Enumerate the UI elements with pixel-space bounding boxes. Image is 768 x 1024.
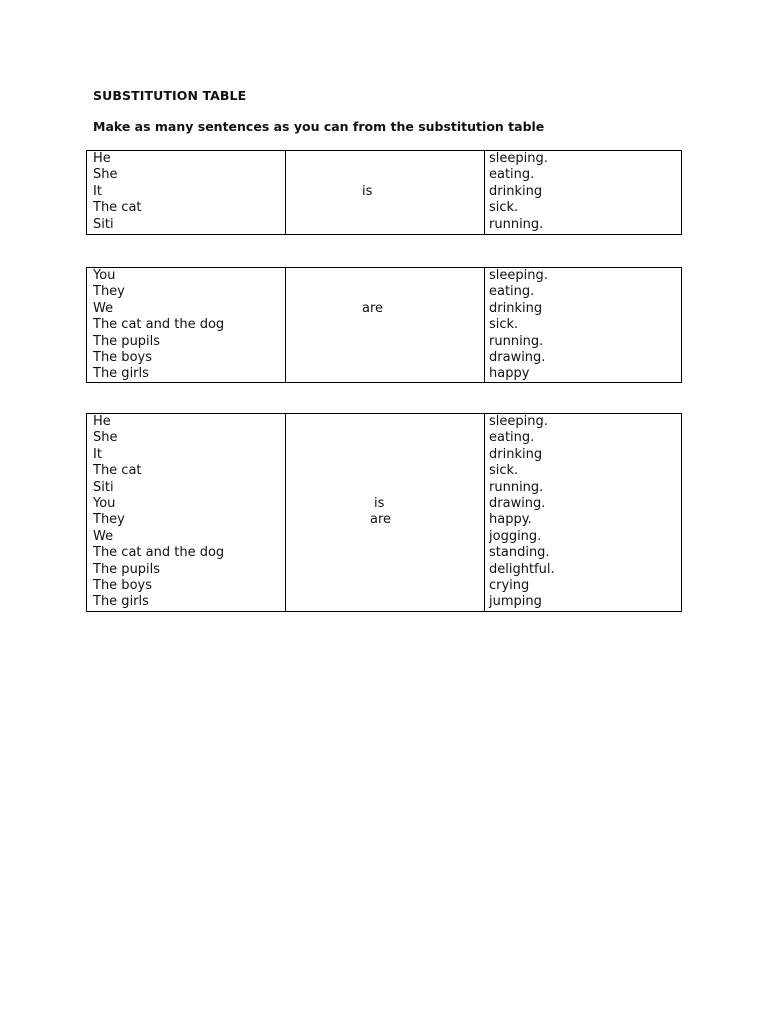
complement-cell: drawing. xyxy=(489,496,546,512)
complement-cell: drawing. xyxy=(489,350,546,366)
subject-column xyxy=(87,268,286,382)
substitution-table-2 xyxy=(86,267,682,383)
subject-cell: Siti xyxy=(93,479,114,495)
complement-cell: eating. xyxy=(489,284,535,300)
complement-cell: sleeping. xyxy=(489,414,548,429)
complement-cell: jogging. xyxy=(489,528,542,544)
subject-cell: The boys xyxy=(93,578,152,594)
substitution-table-1 xyxy=(86,150,682,235)
complement-cell: sick. xyxy=(489,463,519,479)
complement-column xyxy=(485,414,681,611)
subject-cell: She xyxy=(93,167,118,183)
verb-column xyxy=(286,151,485,234)
complement-cell: jumping xyxy=(489,594,542,610)
subject-cell: It xyxy=(93,446,102,462)
complement-cell: running. xyxy=(489,216,544,232)
subject-cell: We xyxy=(93,300,114,316)
page-title: SUBSTITUTION TABLE xyxy=(93,88,247,103)
subject-cell: They xyxy=(93,284,125,300)
subject-column xyxy=(87,151,286,234)
complement-cell: delightful. xyxy=(489,561,555,577)
complement-cell: drinking xyxy=(489,183,543,199)
complement-cell: drinking xyxy=(489,300,543,316)
complement-cell: eating. xyxy=(489,430,535,446)
subject-cell: The cat xyxy=(93,463,142,479)
subject-cell: The girls xyxy=(93,594,149,610)
verb-column xyxy=(286,414,485,611)
complement-column xyxy=(485,268,681,382)
verb-column xyxy=(286,268,485,382)
complement-cell: crying xyxy=(489,578,530,594)
complement-cell: happy xyxy=(489,366,530,382)
subject-cell: The cat and the dog xyxy=(93,317,225,333)
subject-cell: They xyxy=(93,512,125,528)
complement-cell: happy. xyxy=(489,512,532,528)
subject-cell: He xyxy=(93,414,111,429)
complement-cell: sleeping. xyxy=(489,151,548,166)
substitution-table-3 xyxy=(86,413,682,612)
verb-cell: are xyxy=(362,300,384,316)
complement-cell: drinking xyxy=(489,446,543,462)
subject-cell: We xyxy=(93,528,114,544)
complement-cell: sick. xyxy=(489,317,519,333)
complement-cell: running. xyxy=(489,479,544,495)
complement-cell: eating. xyxy=(489,167,535,183)
subject-cell: Siti xyxy=(93,216,114,232)
subject-column xyxy=(87,414,286,611)
subject-cell: You xyxy=(93,268,116,283)
subject-cell: The cat and the dog xyxy=(93,545,225,561)
complement-cell: running. xyxy=(489,333,544,349)
subject-cell: You xyxy=(93,496,116,512)
verb-cell: are xyxy=(370,512,392,528)
subject-cell: The pupils xyxy=(93,333,161,349)
subject-cell: The girls xyxy=(93,366,149,382)
verb-cell: is xyxy=(362,183,373,199)
complement-cell: sick. xyxy=(489,200,519,216)
subject-cell: She xyxy=(93,430,118,446)
subject-cell: The pupils xyxy=(93,561,161,577)
verb-cell: is xyxy=(374,496,385,511)
complement-column xyxy=(485,151,681,234)
complement-cell: sleeping. xyxy=(489,268,548,283)
instruction-text: Make as many sentences as you can from the substitution table xyxy=(93,119,545,134)
complement-cell: standing. xyxy=(489,545,550,561)
subject-cell: The cat xyxy=(93,200,142,216)
subject-cell: The boys xyxy=(93,350,152,366)
subject-cell: It xyxy=(93,183,102,199)
subject-cell: He xyxy=(93,151,111,166)
